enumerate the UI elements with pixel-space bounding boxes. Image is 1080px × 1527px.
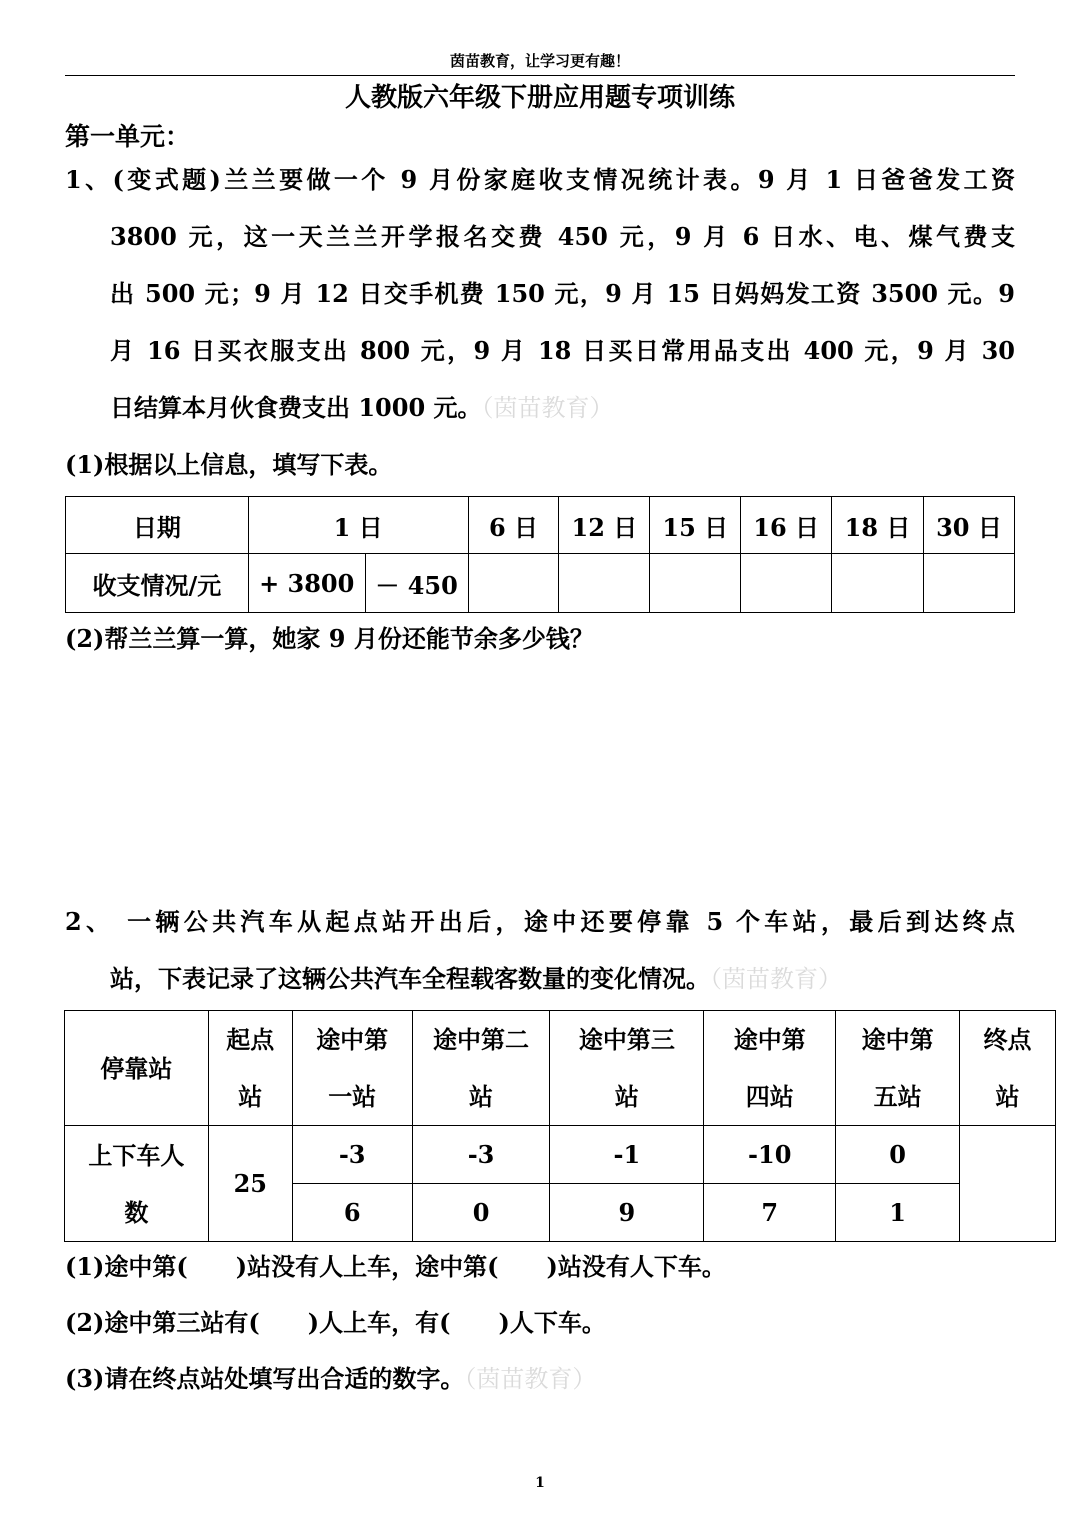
- q1-line-1: 1、(变式题)兰兰要做一个 9 月份家庭收支情况统计表。9 月 1 日爸爸发工资: [65, 165, 1015, 194]
- q1-line-5-text: 日结算本月伙食费支出 1000 元。: [110, 393, 482, 422]
- q2-th-end-l1: 终点: [983, 1025, 1032, 1054]
- q2-cell-off-2: -3: [412, 1126, 550, 1184]
- q2-th-stop3-l1: 途中第三: [578, 1025, 675, 1054]
- q2-cell-off-1: -3: [292, 1126, 412, 1184]
- q2-th-stop1-l2: 一站: [328, 1082, 377, 1111]
- q1-line-4: 月 16 日买衣服支出 800 元，9 月 18 日买日常用品支出 400 元，9 月 30: [110, 336, 1015, 365]
- watermark: （茵苗教育）: [464, 1365, 597, 1393]
- header-rule: [65, 75, 1015, 76]
- q2-cell-off-4: -10: [704, 1126, 836, 1184]
- q2-row-label-l2: 数: [124, 1197, 149, 1227]
- q1-blank-cell[interactable]: [468, 554, 559, 613]
- unit-heading: 第一单元：: [65, 122, 191, 151]
- q2-line-2-text: 站，下表记录了这辆公共汽车全程载客数量的变化情况。: [110, 964, 710, 993]
- q1-th-day16: 16 日: [741, 497, 832, 554]
- q2-sub2: (2)途中第三站有( )人上车，有( )人下车。: [65, 1308, 606, 1337]
- q2-cell-on-3: 9: [550, 1184, 704, 1242]
- q1-th-day12: 12 日: [559, 497, 650, 554]
- q2-th-end: [960, 1011, 1056, 1126]
- q2-th-stop1-l1: 途中第: [316, 1025, 389, 1054]
- q1-sub2: (2)帮兰兰算一算，她家 9 月份还能节余多少钱？: [65, 624, 594, 653]
- q2-th-stop4: [704, 1011, 836, 1126]
- q1-blank-cell[interactable]: [832, 554, 924, 613]
- page-number: 1: [535, 1475, 545, 1491]
- q2-cell-on-1: 6: [292, 1184, 412, 1242]
- q1-cell-income: + 3800: [248, 554, 365, 613]
- q1-blank-cell[interactable]: [924, 554, 1015, 613]
- q2-table: [64, 1010, 1056, 1242]
- q2-cell-on-4: 7: [704, 1184, 836, 1242]
- q2-line-2: [110, 962, 842, 996]
- q2-th-stop5-l2: 五站: [873, 1082, 922, 1111]
- q2-cell-on-5: 1: [836, 1184, 960, 1242]
- q2-th-station: 停靠站: [65, 1011, 209, 1126]
- q1-blank-cell[interactable]: [559, 554, 650, 613]
- watermark: （茵苗教育）: [710, 965, 842, 993]
- q2-cell-off-5: 0: [836, 1126, 960, 1184]
- q1-row-label: 收支情况/元: [66, 554, 249, 613]
- q2-cell-off-3: -1: [550, 1126, 704, 1184]
- q2-sub3-text: (3)请在终点站处填写出合适的数字。: [65, 1364, 465, 1393]
- q1-sub1: (1)根据以上信息，填写下表。: [65, 450, 393, 479]
- q2-row-label-l1: 上下车人: [88, 1140, 185, 1170]
- q2-cell-start: 25: [208, 1126, 292, 1242]
- q1-th-day15: 15 日: [650, 497, 741, 554]
- q2-th-stop3-l2: 站: [614, 1082, 639, 1111]
- q1-cell-expense: － 450: [365, 554, 468, 613]
- q2-th-stop3: [550, 1011, 704, 1126]
- q2-sub1: (1)途中第( )站没有人上车，途中第( )站没有人下车。: [65, 1252, 726, 1281]
- q2-th-stop5-l1: 途中第: [861, 1025, 934, 1054]
- q2-row-label: [65, 1126, 209, 1242]
- q2-th-stop2: [412, 1011, 550, 1126]
- q1-blank-cell[interactable]: [650, 554, 741, 613]
- q2-line-1: 2、 一辆公共汽车从起点站开出后，途中还要停靠 5 个车站，最后到达终点: [65, 907, 1015, 936]
- q2-th-stop1: [292, 1011, 412, 1126]
- q2-th-stop4-l2: 四站: [745, 1082, 794, 1111]
- q2-th-stop2-l1: 途中第二: [433, 1025, 530, 1054]
- q2-th-stop4-l1: 途中第: [733, 1025, 806, 1054]
- page-header: 茵苗教育，让学习更有趣！: [449, 52, 630, 70]
- q1-th-day6: 6 日: [468, 497, 559, 554]
- q2-th-start-l2: 站: [238, 1082, 263, 1111]
- q2-th-end-l2: 站: [995, 1082, 1020, 1111]
- q2-th-stop5: [836, 1011, 960, 1126]
- q2-sub3: [65, 1362, 596, 1396]
- q2-th-start: [208, 1011, 292, 1126]
- q1-line-2: 3800 元，这一天兰兰开学报名交费 450 元，9 月 6 日水、电、煤气费支: [110, 222, 1015, 251]
- q2-th-start-l1: 起点: [226, 1025, 275, 1054]
- q2-cell-on-2: 0: [412, 1184, 550, 1242]
- q2-cell-end-blank[interactable]: [960, 1126, 1056, 1242]
- watermark: （茵苗教育）: [481, 394, 614, 422]
- q1-th-date: 日期: [66, 497, 249, 554]
- page-title: 人教版六年级下册应用题专项训练: [344, 83, 735, 113]
- q1-line-3: 出 500 元；9 月 12 日交手机费 150 元，9 月 15 日妈妈发工资 3500 元。9: [110, 279, 1015, 308]
- q1-th-day18: 18 日: [832, 497, 924, 554]
- q1-blank-cell[interactable]: [741, 554, 832, 613]
- q1-table: [65, 496, 1015, 613]
- q1-th-day1: 1 日: [248, 497, 468, 554]
- q1-th-day30: 30 日: [924, 497, 1015, 554]
- q2-th-stop2-l2: 站: [469, 1082, 494, 1111]
- q1-line-5: [110, 391, 614, 425]
